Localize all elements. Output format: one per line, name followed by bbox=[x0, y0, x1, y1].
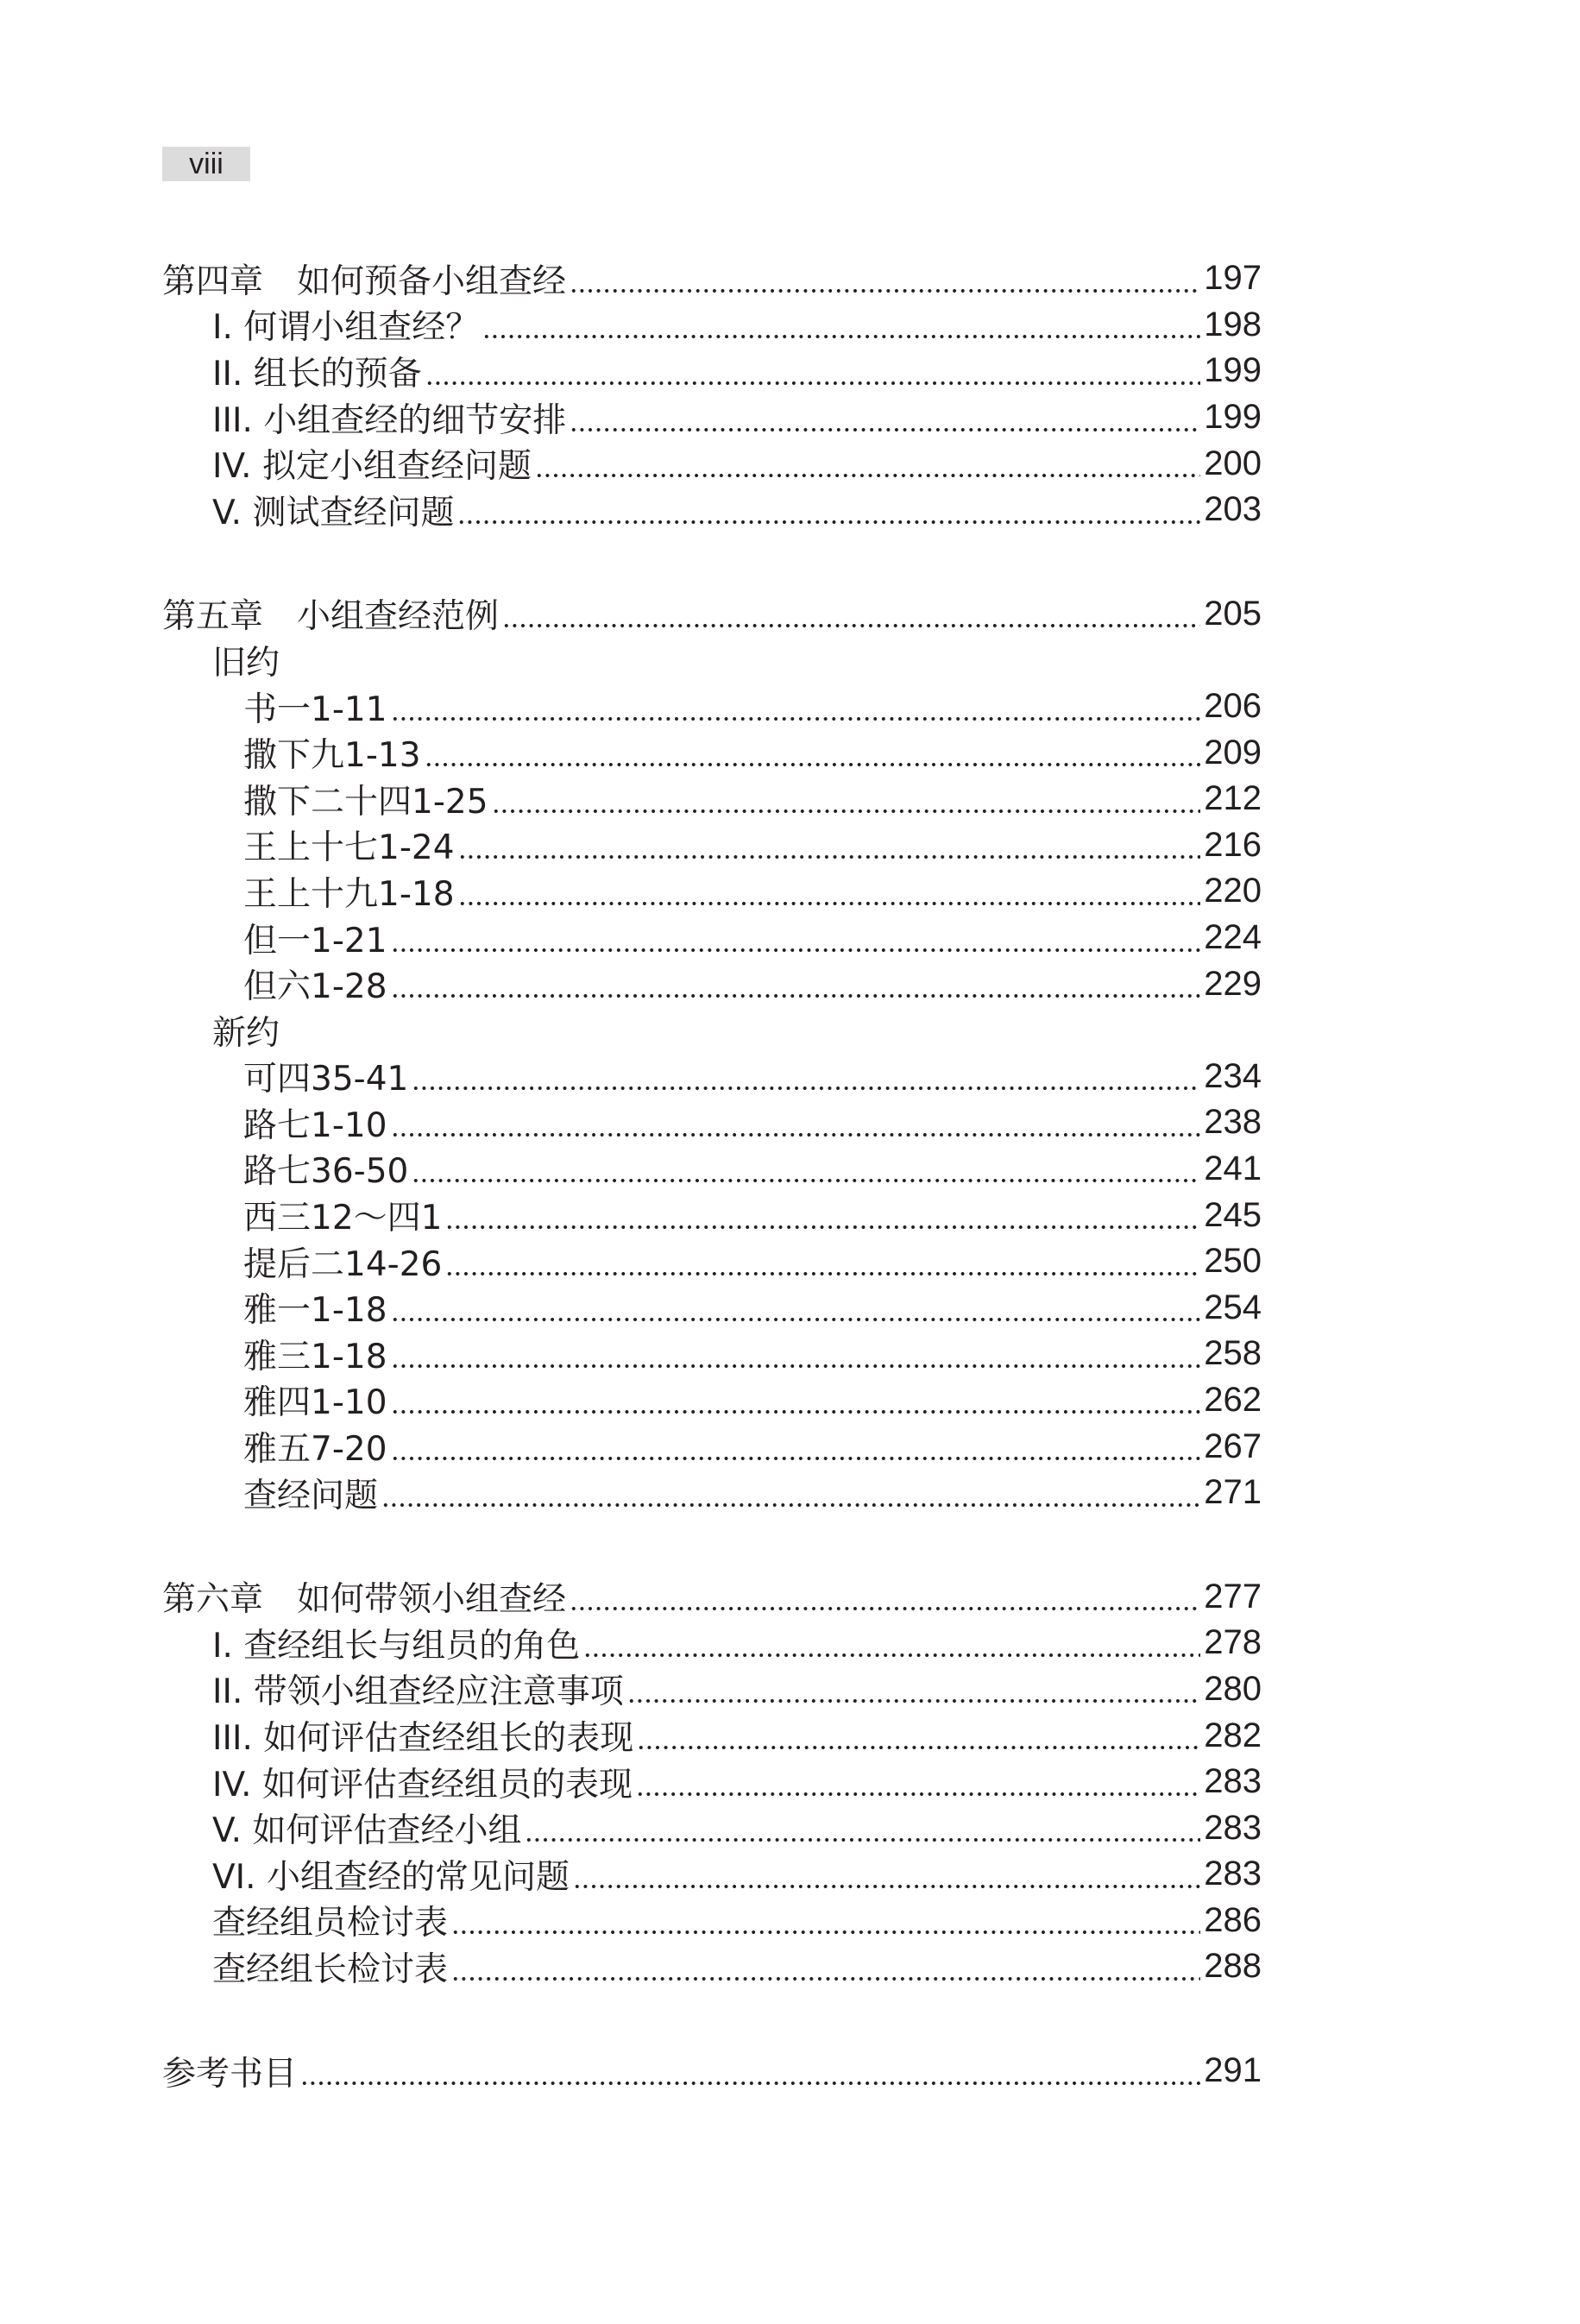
toc-entry-label: IV. 如何评估查经组员的表现 bbox=[212, 1765, 633, 1804]
toc-entry-page: 278 bbox=[1204, 1623, 1262, 1662]
toc-entry[interactable] bbox=[162, 1943, 1262, 1990]
dot-leader bbox=[636, 1792, 1200, 1797]
toc-entry-page: 291 bbox=[1204, 2051, 1262, 2090]
toc-entry-page: 271 bbox=[1204, 1473, 1262, 1512]
toc-entry-page: 216 bbox=[1204, 825, 1262, 864]
toc-entry-label: 参考书目 bbox=[162, 2054, 298, 2094]
toc-section bbox=[162, 255, 1262, 533]
toc-entry-label: I. 查经组长与组员的角色 bbox=[212, 1626, 581, 1666]
toc-entry-page: 283 bbox=[1204, 1762, 1262, 1801]
toc-entry-label: 雅五7-20 bbox=[243, 1430, 387, 1470]
toc-entry[interactable] bbox=[162, 1099, 1262, 1146]
toc-entry-label: 查经组员检讨表 bbox=[212, 1904, 449, 1943]
toc-entry[interactable] bbox=[162, 1284, 1262, 1331]
dot-leader bbox=[458, 901, 1201, 906]
toc-entry-label: 路七1-10 bbox=[243, 1105, 387, 1145]
toc-entry-label: 第四章 如何预备小组查经 bbox=[162, 261, 567, 301]
toc-entry[interactable] bbox=[162, 1620, 1262, 1666]
dot-leader bbox=[425, 762, 1201, 767]
toc-entry-page: 283 bbox=[1204, 1808, 1262, 1847]
dot-leader bbox=[451, 1976, 1200, 1981]
dot-leader bbox=[391, 1317, 1201, 1322]
toc-entry[interactable] bbox=[162, 1423, 1262, 1470]
toc-entry-label: 第五章 小组查经范例 bbox=[162, 597, 500, 637]
toc-section bbox=[162, 2048, 1262, 2094]
toc-chapter-entry[interactable] bbox=[162, 255, 1262, 302]
toc-entry-label: 书一1-11 bbox=[243, 690, 387, 729]
toc-entry-page: 212 bbox=[1204, 779, 1262, 818]
toc-entry[interactable] bbox=[162, 1470, 1262, 1516]
toc-entry-label: 第六章 如何带领小组查经 bbox=[162, 1580, 567, 1620]
dot-leader bbox=[502, 623, 1200, 628]
toc-entry-label: 路七36-50 bbox=[243, 1152, 409, 1192]
toc-entry[interactable] bbox=[162, 487, 1262, 533]
toc-entry-page: 250 bbox=[1204, 1242, 1262, 1281]
toc-entry-page: 203 bbox=[1204, 490, 1262, 529]
toc-entry-page: 280 bbox=[1204, 1669, 1262, 1708]
toc-entry-label: 王上十九1-18 bbox=[243, 874, 455, 914]
dot-leader bbox=[445, 1271, 1200, 1276]
toc-entry[interactable] bbox=[162, 683, 1262, 730]
toc-entry[interactable] bbox=[162, 1146, 1262, 1193]
dot-leader bbox=[627, 1698, 1200, 1704]
toc-entry-page: 277 bbox=[1204, 1577, 1262, 1615]
dot-leader bbox=[458, 854, 1201, 860]
dot-leader bbox=[381, 1502, 1200, 1508]
toc-entry-label: II. 组长的预备 bbox=[212, 354, 422, 394]
toc-entry-page: 262 bbox=[1204, 1380, 1262, 1419]
dot-leader bbox=[573, 1884, 1200, 1889]
dot-leader bbox=[583, 1653, 1200, 1658]
toc-entry-page: 206 bbox=[1204, 687, 1262, 726]
toc-entry-page: 245 bbox=[1204, 1195, 1262, 1234]
dot-leader bbox=[570, 1606, 1200, 1611]
toc-entry-label: 西三12～四1 bbox=[243, 1199, 443, 1238]
toc-entry-label: 可四35-41 bbox=[243, 1060, 409, 1099]
toc-entry-label: 提后二14-26 bbox=[243, 1244, 443, 1284]
toc-entry-page: 199 bbox=[1204, 351, 1262, 390]
dot-leader bbox=[570, 288, 1200, 293]
toc-entry[interactable] bbox=[162, 394, 1262, 441]
dot-leader bbox=[425, 381, 1200, 386]
toc-entry-label: 撒下二十四1-25 bbox=[243, 782, 488, 822]
toc-entry[interactable] bbox=[162, 1898, 1262, 1944]
toc-subheading[interactable] bbox=[162, 1007, 1262, 1054]
toc-entry[interactable] bbox=[162, 822, 1262, 869]
toc-chapter-entry[interactable] bbox=[162, 2048, 1262, 2094]
toc-entry[interactable] bbox=[162, 440, 1262, 487]
dot-leader bbox=[412, 1178, 1200, 1183]
toc-entry[interactable] bbox=[162, 960, 1262, 1007]
table-of-contents bbox=[162, 255, 1262, 2151]
toc-entry[interactable] bbox=[162, 1192, 1262, 1238]
toc-entry-page: 286 bbox=[1204, 1900, 1262, 1939]
toc-entry[interactable] bbox=[162, 1054, 1262, 1100]
toc-entry[interactable] bbox=[162, 868, 1262, 915]
toc-entry-page: 283 bbox=[1204, 1855, 1262, 1893]
toc-entry-label: 新约 bbox=[212, 1013, 280, 1053]
toc-entry-label: III. 小组查经的细节安排 bbox=[212, 400, 567, 440]
dot-leader bbox=[391, 1132, 1201, 1137]
dot-leader bbox=[525, 1837, 1200, 1842]
toc-entry-label: 雅三1-18 bbox=[243, 1337, 387, 1376]
toc-entry-page: 288 bbox=[1204, 1947, 1262, 1986]
dot-leader bbox=[412, 1086, 1200, 1091]
toc-entry-label: 雅一1-18 bbox=[243, 1291, 387, 1331]
toc-entry-label: V. 测试查经问题 bbox=[212, 493, 455, 532]
toc-entry-label: 王上十七1-24 bbox=[243, 828, 455, 868]
toc-entry[interactable] bbox=[162, 1804, 1262, 1851]
toc-entry[interactable] bbox=[162, 1238, 1262, 1285]
dot-leader bbox=[570, 427, 1200, 432]
toc-entry-label: 旧约 bbox=[212, 643, 280, 683]
toc-entry-page: 254 bbox=[1204, 1288, 1262, 1326]
toc-entry-page: 209 bbox=[1204, 733, 1262, 772]
toc-entry-page: 197 bbox=[1204, 259, 1262, 298]
toc-entry[interactable] bbox=[162, 915, 1262, 961]
toc-entry-page: 241 bbox=[1204, 1149, 1262, 1187]
dot-leader bbox=[391, 716, 1201, 721]
toc-entry-page: 220 bbox=[1204, 872, 1262, 910]
toc-entry-label: 查经问题 bbox=[243, 1476, 379, 1515]
toc-entry-page: 234 bbox=[1204, 1056, 1262, 1095]
dot-leader bbox=[300, 2081, 1200, 2086]
toc-entry[interactable] bbox=[162, 1331, 1262, 1377]
toc-entry[interactable] bbox=[162, 302, 1262, 349]
toc-entry[interactable] bbox=[162, 1666, 1262, 1713]
toc-entry-label: I. 何谓小组查经？ bbox=[212, 308, 480, 348]
toc-entry-page: 224 bbox=[1204, 918, 1262, 957]
toc-section bbox=[162, 591, 1262, 1516]
dot-leader bbox=[457, 520, 1200, 525]
dot-leader bbox=[482, 334, 1200, 339]
toc-entry-label: 查经组长检讨表 bbox=[212, 1949, 449, 1989]
dot-leader bbox=[637, 1745, 1200, 1750]
dot-leader bbox=[391, 1364, 1201, 1369]
dot-leader bbox=[535, 473, 1200, 478]
dot-leader bbox=[391, 1456, 1201, 1461]
page-number: viii bbox=[162, 147, 250, 181]
toc-entry-page: 267 bbox=[1204, 1427, 1262, 1465]
toc-entry-page: 205 bbox=[1204, 594, 1262, 633]
toc-entry[interactable] bbox=[162, 729, 1262, 776]
toc-entry[interactable] bbox=[162, 1759, 1262, 1805]
toc-entry-label: V. 如何评估查经小组 bbox=[212, 1811, 522, 1851]
dot-leader bbox=[391, 948, 1201, 953]
toc-subheading[interactable] bbox=[162, 637, 1262, 683]
toc-entry-label: 撒下九1-13 bbox=[243, 736, 421, 776]
toc-section bbox=[162, 1573, 1262, 1989]
dot-leader bbox=[445, 1225, 1200, 1230]
dot-leader bbox=[492, 809, 1201, 814]
toc-entry-page: 229 bbox=[1204, 964, 1262, 1003]
toc-entry-label: IV. 拟定小组查经问题 bbox=[212, 447, 532, 487]
toc-entry-label: 雅四1-10 bbox=[243, 1383, 387, 1423]
toc-entry-page: 238 bbox=[1204, 1103, 1262, 1142]
dot-leader bbox=[391, 1409, 1201, 1414]
toc-entry-label: II. 带领小组查经应注意事项 bbox=[212, 1672, 624, 1712]
toc-entry-page: 199 bbox=[1204, 398, 1262, 437]
toc-entry[interactable] bbox=[162, 348, 1262, 394]
toc-chapter-entry[interactable] bbox=[162, 1573, 1262, 1620]
toc-entry-label: VI. 小组查经的常见问题 bbox=[212, 1857, 570, 1897]
dot-leader bbox=[391, 993, 1201, 998]
toc-entry[interactable] bbox=[162, 776, 1262, 822]
toc-entry-label: III. 如何评估查经组长的表现 bbox=[212, 1719, 634, 1759]
toc-entry[interactable] bbox=[162, 1851, 1262, 1898]
toc-entry-page: 258 bbox=[1204, 1334, 1262, 1373]
toc-entry-label: 但一1-21 bbox=[243, 921, 387, 960]
toc-entry[interactable] bbox=[162, 1712, 1262, 1759]
toc-entry-label: 但六1-28 bbox=[243, 967, 387, 1007]
toc-entry-page: 282 bbox=[1204, 1716, 1262, 1754]
toc-chapter-entry[interactable] bbox=[162, 591, 1262, 638]
dot-leader bbox=[451, 1930, 1200, 1935]
toc-entry-page: 200 bbox=[1204, 444, 1262, 482]
toc-entry[interactable] bbox=[162, 1377, 1262, 1424]
toc-entry-page: 198 bbox=[1204, 305, 1262, 343]
